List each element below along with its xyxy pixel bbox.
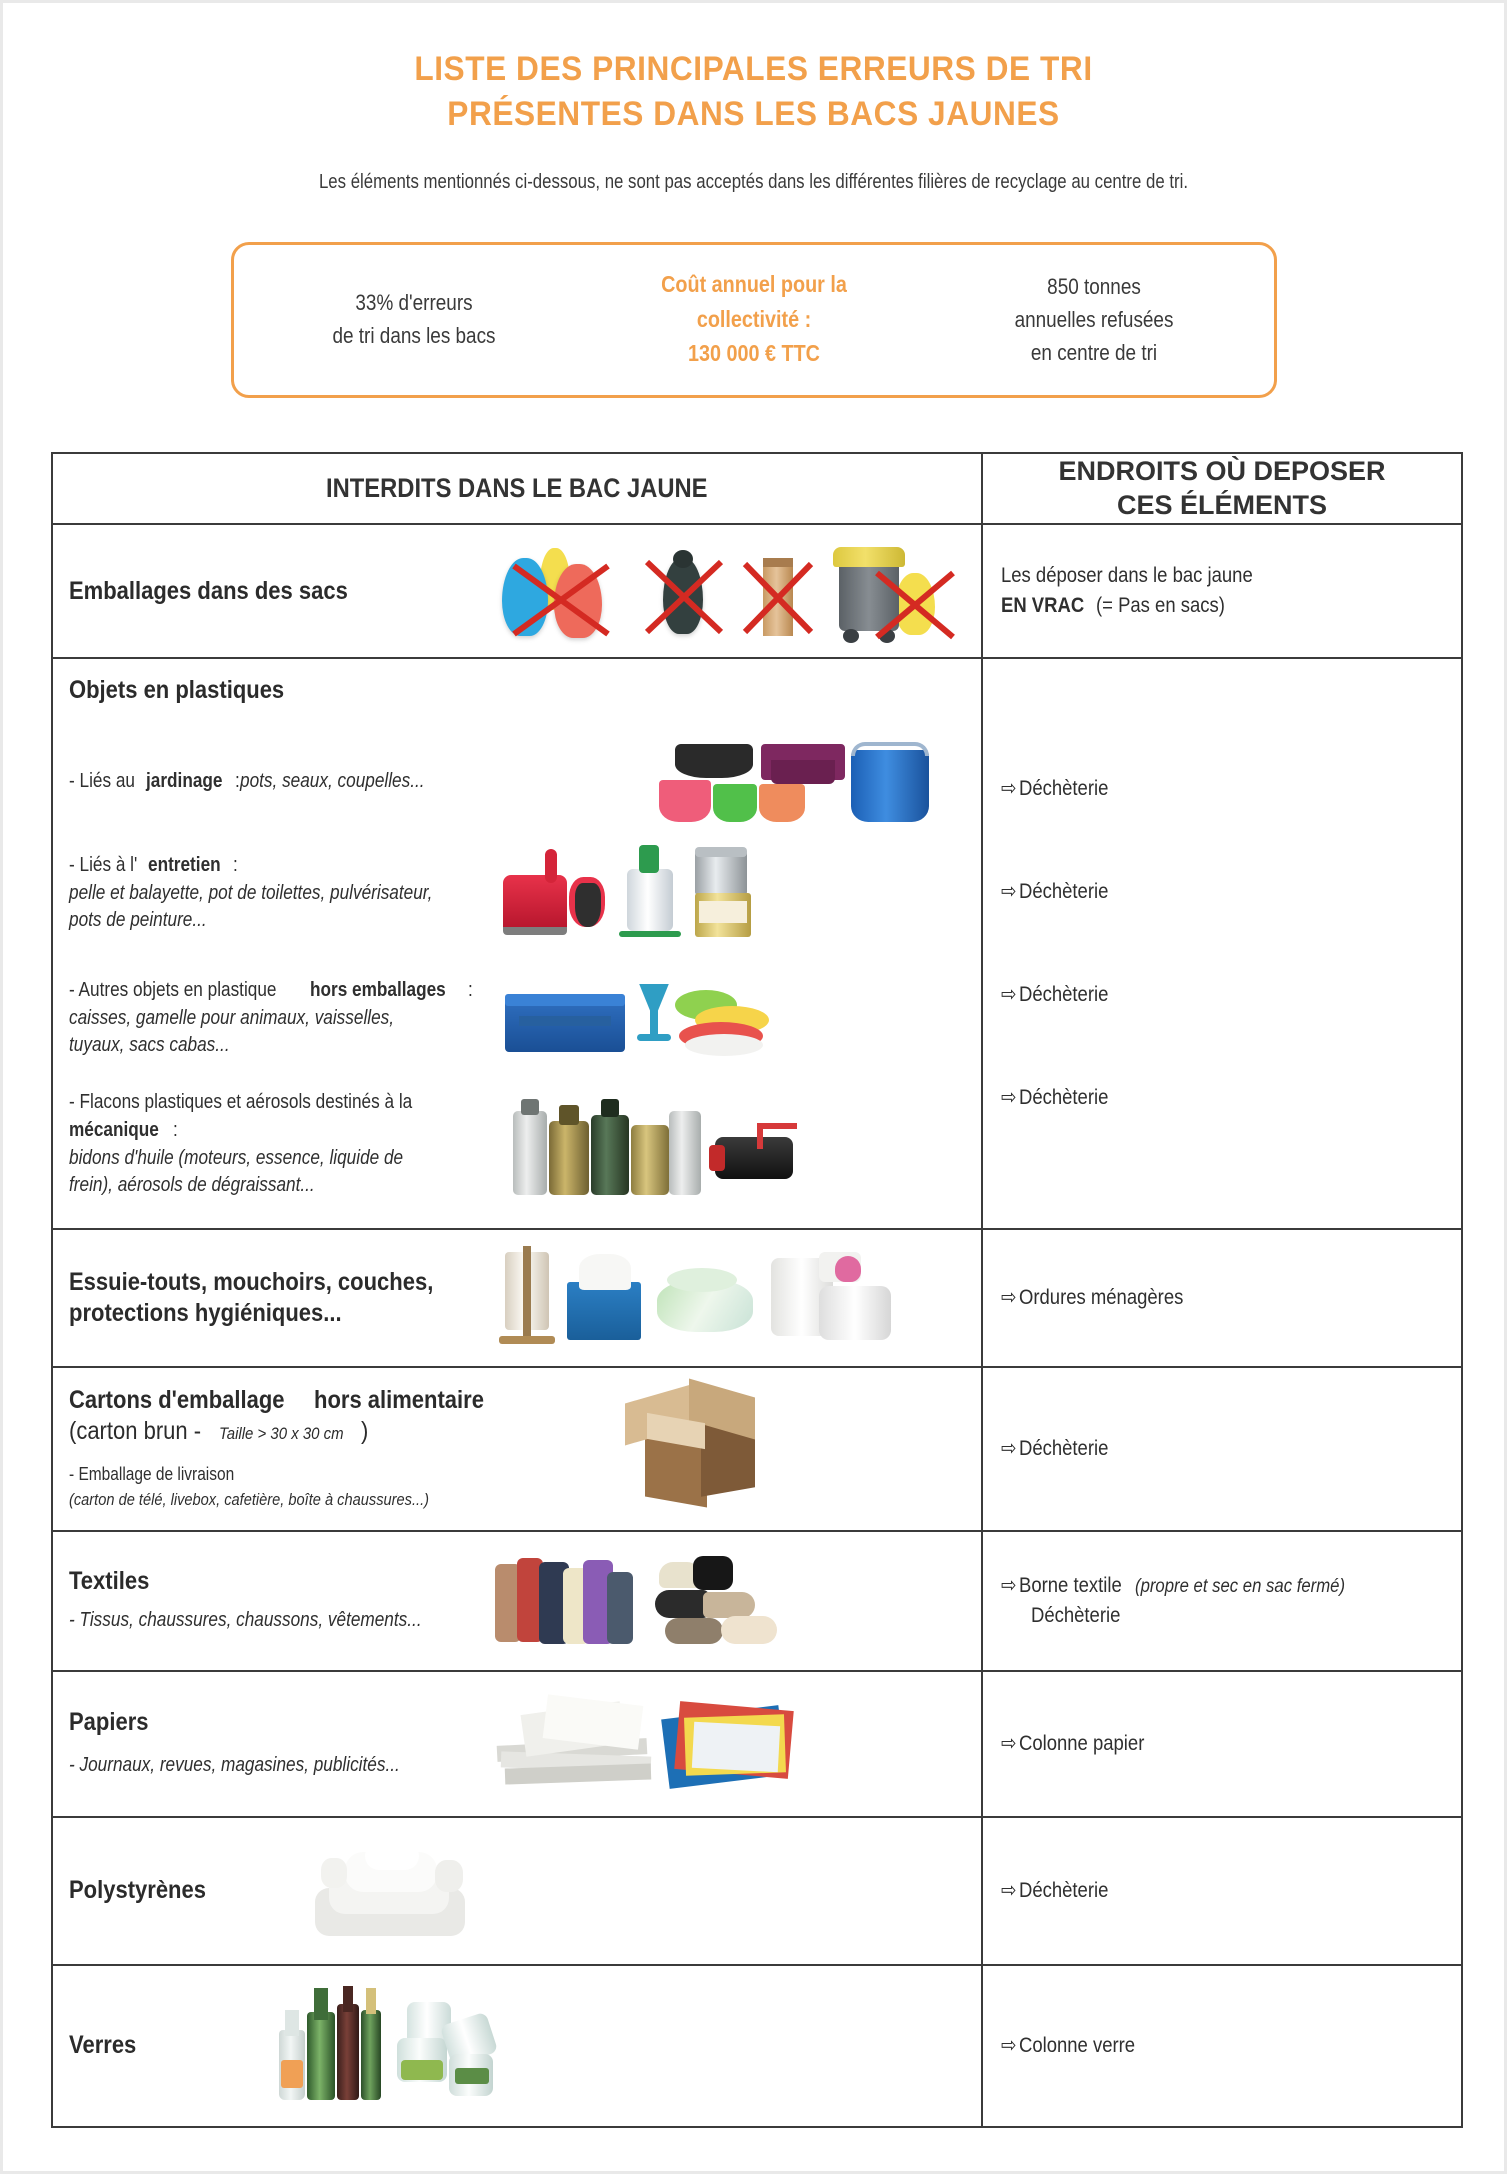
jardinage-sep: : [234,769,240,792]
row-papiers-sub: - Journaux, revues, magasines, publicités... [69,1753,400,1776]
entretien-prefix: - Liés à l' [69,854,138,877]
row-plastiques-title: Objets en plastiques [69,676,285,705]
stat-refused-tonnage-line-2: annuelles refusées [1014,306,1173,332]
rules-table [51,452,1463,2128]
header-destination [982,453,1462,524]
arrow-icon: ⇨ [1001,1086,1017,1110]
cell-polystyrenes-left [52,1817,982,1965]
row-sacs-dest-line-1: Les déposer dans le bac jaune [1001,563,1253,587]
stat-error-rate [244,286,584,352]
rules-table-wrap [51,452,1456,2128]
stat-refused-tonnage-line-1: 850 tonnes [1046,273,1141,299]
cell-hygiene-left [52,1229,982,1367]
dest-entretien: ⇨ Déchèterie [1001,877,1443,906]
stat-error-rate-line-1: 33% d'erreurs [354,290,473,316]
header-destination-line-2: CES ÉLÉMENTS [1116,490,1328,521]
row-cartons-title-2: (carton brun -Taille > 30 x 30 cm ) [69,1416,368,1445]
row-verres-title: Verres [69,2031,137,2060]
arrow-icon: ⇨ [1001,2033,1017,2057]
dest-autres: ⇨ Déchèterie [1001,980,1443,1009]
arrow-icon: ⇨ [1001,1436,1017,1460]
cell-textiles-left [52,1531,982,1671]
arrow-icon: ⇨ [1001,880,1017,904]
stats-section [3,242,1504,398]
cell-plastiques-left [52,658,982,1229]
jardinage-bold: jardinage [145,769,223,792]
arrow-icon: ⇨ [1001,983,1017,1007]
glass-bottles-jars-icon [269,1984,529,2108]
arrow-icon: ⇨ [1001,1574,1017,1598]
dustpan-sprayer-paint-icon [499,835,799,953]
row-sacs-dest-bold: EN VRAC [1001,594,1085,618]
row-plastiques-title-wrap [69,675,965,706]
row-hygiene-title-2: protections hygiéniques... [69,1298,342,1327]
crate-dishes-icon [499,964,799,1074]
cell-verres-left [52,1965,982,2127]
arrow-icon: ⇨ [1001,1878,1017,1902]
paper-towel-tissues-icon [489,1246,909,1350]
polystyrene-chips-icon [299,1836,499,1946]
cardboard-illustration [589,1384,789,1514]
newspapers-magazines-icon [489,1690,819,1798]
autres-examples: caisses, gamelle pour animaux, vaisselles, tuyaux, sacs cabas... [69,1006,395,1057]
cardboard-box-icon [589,1384,789,1514]
jardinage-examples: pots, seaux, coupelles... [240,769,425,792]
plastiques-item-autres [69,958,965,1080]
autres-sep: : [468,979,473,1002]
table-row-textiles [52,1531,1462,1671]
crate-tableware-illustration [499,964,799,1074]
dest-textiles-dechet: Déchèterie [1031,1603,1121,1627]
title-line-2: PRÉSENTES DANS LES BACS JAUNES [447,95,1060,134]
cell-verres-right [982,1965,1462,2127]
arrow-icon: ⇨ [1001,1731,1017,1755]
stat-annual-cost [584,267,924,371]
arrow-icon: ⇨ [1001,777,1017,801]
cleaning-items-illustration [499,835,799,953]
row-sacs-dest-rest: (= Pas en sacs) [1095,594,1225,618]
stat-refused-tonnage-line-3: en centre de tri [1030,339,1157,365]
cell-sacs-left [52,524,982,658]
dest-textiles-borne: ⇨ Borne textile(propre et sec en sac fermé) [1001,1571,1443,1601]
dest-cartons: ⇨ Déchèterie [1001,1434,1443,1463]
autres-prefix: - Autres objets en plastique [69,979,277,1002]
entretien-examples: pelle et balayette, pot de toilettes, pulvérisateur, pots de peinture... [69,881,433,932]
dest-mecanique: ⇨ Déchèterie [1001,1083,1443,1112]
row-verres-title-wrap [69,2030,269,2061]
mecanique-examples: bidons d'huile (moteurs, essence, liquide de frein), aérosols de dégraissant... [69,1146,404,1197]
row-textiles-title: Textiles [69,1567,150,1596]
jardinage-prefix: - Liés au [69,769,135,792]
clothes-shoes-icon [489,1548,819,1654]
oil-cans-aerosol-icon [509,1085,799,1205]
stat-refused-tonnage [924,270,1264,369]
row-polystyrenes-title-wrap [69,1875,299,1906]
cell-cartons-left [52,1367,982,1531]
stat-annual-cost-line-2: 130 000 € TTC [687,340,820,367]
row-sacs-title: Emballages dans des sacs [69,576,348,605]
table-row-sacs [52,524,1462,658]
cell-polystyrenes-right [982,1817,1462,1965]
garden-items-illustration [655,736,965,828]
mecanique-prefix: - Flacons plastiques et aérosols destinés à la [69,1091,413,1114]
dest-verres: ⇨ Colonne verre [1001,2031,1443,2060]
papers-illustration [489,1690,819,1798]
plastic-bags-icon [496,542,631,640]
dest-hygiene: ⇨ Ordures ménagères [1001,1283,1443,1312]
glass-illustration [269,1984,965,2108]
row-papiers-title-wrap [69,1707,489,1738]
mecanique-bold: mécanique [69,1118,159,1141]
poster-subtitle: Les éléments mentionnés ci-dessous, ne sont pas acceptés dans les différentes filières de recyclage au centre de tri. [318,171,1189,194]
cell-plastiques-right [982,658,1462,1229]
table-row-polystyrenes [52,1817,1462,1965]
table-row-cartons [52,1367,1462,1531]
row-sacs-dest-line-2 [1001,591,1443,621]
row-polystyrenes-title: Polystyrènes [69,1876,206,1905]
row-sacs-illustrations [496,539,965,643]
plastiques-destinations [983,723,1461,1163]
cell-cartons-right [982,1367,1462,1531]
arrow-icon: ⇨ [1001,1285,1017,1309]
row-papiers-title: Papiers [69,1708,149,1737]
row-sacs-title-wrap [69,576,496,607]
oil-bottles-illustration [509,1085,799,1205]
table-row-papiers [52,1671,1462,1817]
pots-buckets-icon [655,736,965,828]
table-row-hygiene [52,1229,1462,1367]
polystyrene-illustration [299,1836,965,1946]
mecanique-sep: : [173,1118,179,1141]
plastiques-item-entretien [69,830,965,958]
plastiques-item-mecanique [69,1080,965,1210]
row-cartons-sub: - Emballage de livraison(carton de télé, livebox, cafetière, boîte à chaussures...) [69,1464,430,1510]
row-textiles-title-wrap [69,1566,489,1597]
plastiques-item-jardinage [69,734,965,830]
stat-annual-cost-line-1: Coût annuel pour la collectivité : [660,271,847,332]
cell-textiles-right [982,1531,1462,1671]
poster-title [3,3,1504,137]
yellow-bin-icon [825,539,965,643]
row-hygiene-title-1: Essuie-touts, mouchoirs, couches, [69,1268,434,1297]
table-header-row [52,453,1462,524]
textiles-illustration [489,1548,819,1654]
black-bag-icon [639,542,731,640]
table-row-plastiques [52,658,1462,1229]
header-forbidden [52,453,982,524]
paper-bag-icon [739,542,817,640]
stats-box [231,242,1277,398]
hygiene-illustration [489,1246,909,1350]
autres-bold: hors emballages [310,979,447,1002]
entretien-sep: : [232,854,238,877]
row-textiles-sub: - Tissus, chaussures, chaussons, vêtements... [69,1608,422,1631]
entretien-bold: entretien [148,854,222,877]
dest-papiers: ⇨ Colonne papier [1001,1729,1443,1758]
table-row-verres [52,1965,1462,2127]
header-forbidden-label: INTERDITS DANS LE BAC JAUNE [326,473,708,504]
dest-polystyrenes: ⇨ Déchèterie [1001,1876,1443,1905]
stat-error-rate-line-2: de tri dans les bacs [331,323,495,349]
dest-jardinage: ⇨ Déchèterie [1001,774,1443,803]
title-line-1: LISTE DES PRINCIPALES ERREURS DE TRI [414,50,1093,88]
cell-hygiene-right [982,1229,1462,1367]
cell-sacs-right [982,524,1462,658]
row-cartons-title-1: Cartons d'emballagehors alimentaire [69,1386,484,1415]
header-destination-line-1: ENDROITS OÙ DEPOSER [1058,455,1386,486]
cell-papiers-left [52,1671,982,1817]
cell-papiers-right [982,1671,1462,1817]
